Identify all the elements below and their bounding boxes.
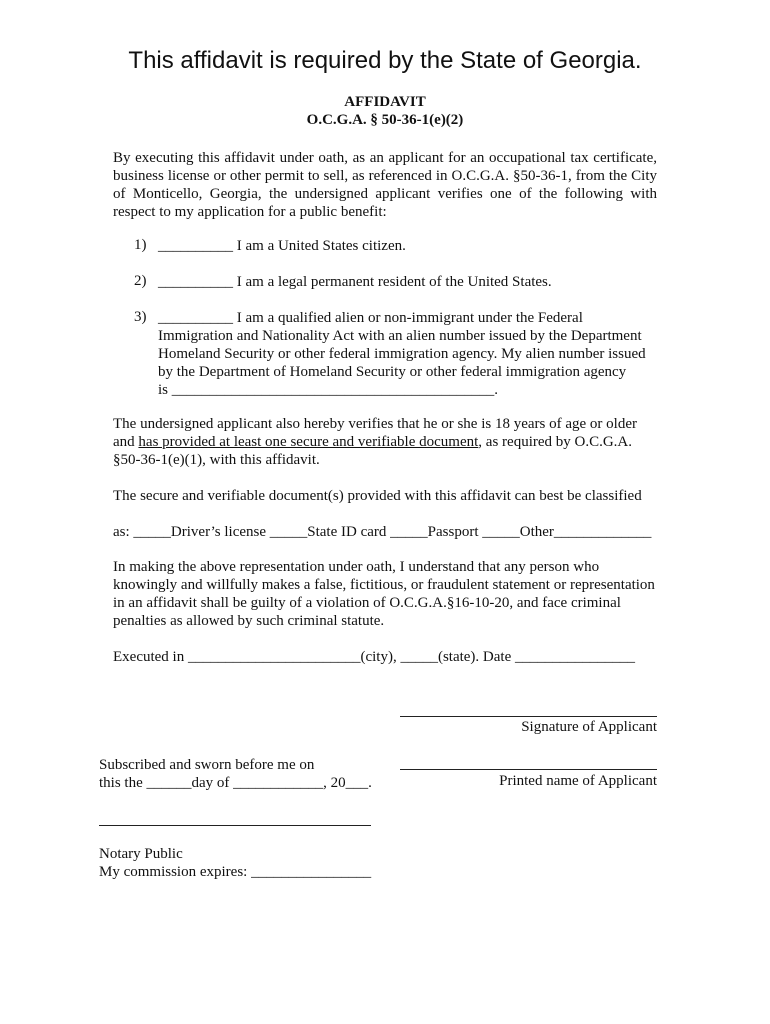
penalty-paragraph: In making the above representation under oath, I understand that any person who knowingly and willfully makes a false, fictitious, or fraudulent statement or representation in an affidavit shall be guilty of a violation of O.C.G.A.§16-10-20, and face criminal penalties as allowed by such criminal statute. <box>113 559 655 629</box>
printed-name-line[interactable] <box>400 769 657 770</box>
document-type-options[interactable]: as: _____Driver’s license _____State ID card _____Passport _____Other_____________ <box>113 524 652 540</box>
sworn-line-2[interactable]: this the ______day of ____________, 20___. <box>99 775 372 791</box>
notary-signature-line[interactable] <box>99 825 371 826</box>
executed-line[interactable]: Executed in _______________________(city), _____(state). Date ________________ <box>113 649 635 665</box>
item-3-text <box>158 309 650 399</box>
item-3-number: 3) <box>134 309 147 325</box>
item-1-blank[interactable]: __________ <box>158 238 233 254</box>
signature-line[interactable] <box>400 716 657 717</box>
notary-public-label: Notary Public <box>99 846 183 862</box>
item-1-label: I am a United States citizen. <box>236 238 406 254</box>
item-1-text <box>158 237 658 255</box>
item-1-number: 1) <box>134 237 147 253</box>
item-3-label: I am a qualified alien or non-immigrant under the Federal Immigration and Nationality Act with an alien number issued by the Department Homeland Security or other federal immigration agency. My alien number issued by the Department of Homeland Security or other federal immigration agency <box>158 310 646 380</box>
verify-text-2: , as required by O.C.G.A. §50-36-1(e)(1), with this affidavit. <box>113 434 633 468</box>
alien-number-field[interactable]: is ___________________________________________. <box>158 382 499 398</box>
item-2-number: 2) <box>134 273 147 289</box>
sworn-line-1: Subscribed and sworn before me on <box>99 757 315 773</box>
intro-paragraph: By executing this affidavit under oath, as an applicant for an occupational tax certificate, business license or other permit to sell, as referenced in O.C.G.A. §50-36-1, from the City of Monticello, Georgia, the undersigned applicant verifies one of the following with respect to my application for a public benefit: <box>113 150 657 220</box>
classified-text: The secure and verifiable document(s) provided with this affidavit can best be classified <box>113 488 642 504</box>
verify-underlined-text: has provided at least one secure and verifiable document <box>138 434 479 450</box>
item-3-blank[interactable]: __________ <box>158 310 233 326</box>
verify-paragraph <box>113 415 657 469</box>
commission-expires-field[interactable]: My commission expires: ________________ <box>99 864 372 880</box>
verify-text-1: The undersigned applicant also hereby verifies that he or she is 18 years of age or older and <box>113 416 637 450</box>
affidavit-heading: AFFIDAVIT <box>344 94 426 110</box>
signature-label: Signature of Applicant <box>521 719 657 735</box>
statute-heading: O.C.G.A. § 50-36-1(e)(2) <box>306 112 464 128</box>
item-2-text <box>158 273 658 291</box>
item-2-label: I am a legal permanent resident of the United States. <box>236 274 552 290</box>
item-2-blank[interactable]: __________ <box>158 274 233 290</box>
page-title: This affidavit is required by the State of Georgia. <box>128 47 642 74</box>
printed-name-label: Printed name of Applicant <box>499 773 657 789</box>
